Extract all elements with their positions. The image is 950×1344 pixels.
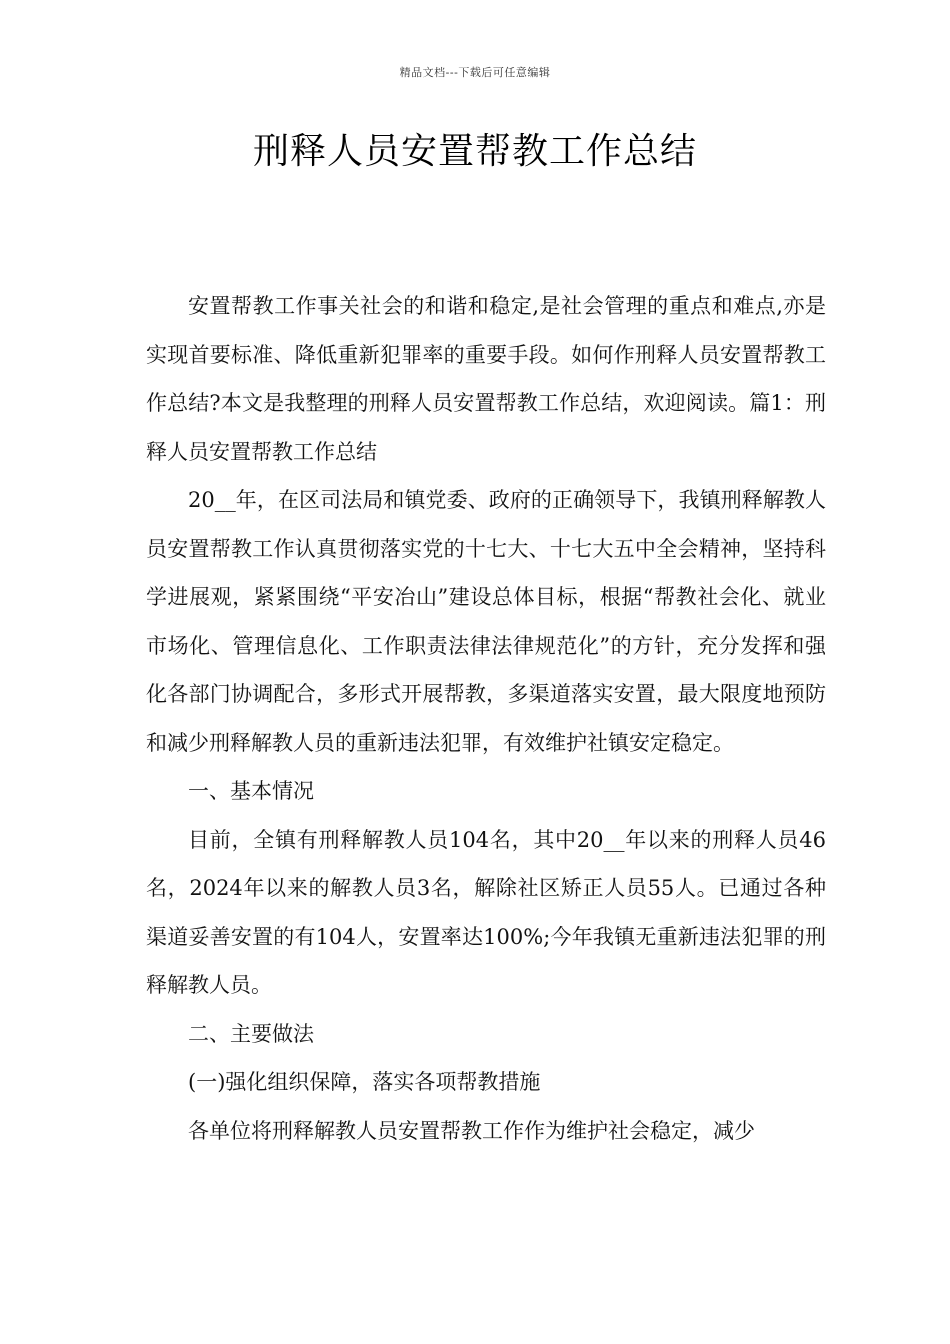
- measures-paragraph: 各单位将刑释解教人员安置帮教工作作为维护社会稳定，减少: [188, 1118, 755, 1143]
- overview-paragraph: 20__年，在区司法局和镇党委、政府的正确领导下，我镇刑释解教人员安置帮教工作认真贯彻落实党的十七大、十七大五中全会精神，坚持科学进展观，紧紧围绕“平安冶山”建设总体目标，根据“帮教社会化、就业市场化、管理信息化、工作职责法律法律规范化”的方针，充分发挥和强化各部门协调配合，多形式开展帮教，多渠道落实安置，最大限度地预防和减少刑释解教人员的重新违法犯罪，有效维护社镇安定稳定。: [146, 488, 826, 755]
- intro-paragraph: 安置帮教工作事关社会的和谐和稳定,是社会管理的重点和难点,亦是实现首要标准、降低重新犯罪率的重要手段。如何作刑释人员安置帮教工作总结?本文是我整理的刑释人员安置帮教工作总结，欢迎阅读。篇1：刑释人员安置帮教工作总结: [146, 294, 826, 464]
- section-heading-methods: 二、主要做法: [188, 1021, 314, 1046]
- document-title: 刑释人员安置帮教工作总结: [252, 131, 697, 172]
- section-heading-basic: 一、基本情况: [188, 779, 314, 803]
- header-note: 精品文档---下载后可任意编辑: [399, 66, 551, 79]
- subsection-heading-organization: (一)强化组织保障，落实各项帮教措施: [188, 1070, 541, 1094]
- document-body: [146, 282, 826, 1155]
- basic-info-paragraph: 目前，全镇有刑释解教人员104名，其中20__年以来的刑释人员46名，2024年以来的解教人员3名，解除社区矫正人员55人。已通过各种渠道妥善安置的有104人，安置率达100%;今年我镇无重新违法犯罪的刑释解教人员。: [146, 827, 826, 997]
